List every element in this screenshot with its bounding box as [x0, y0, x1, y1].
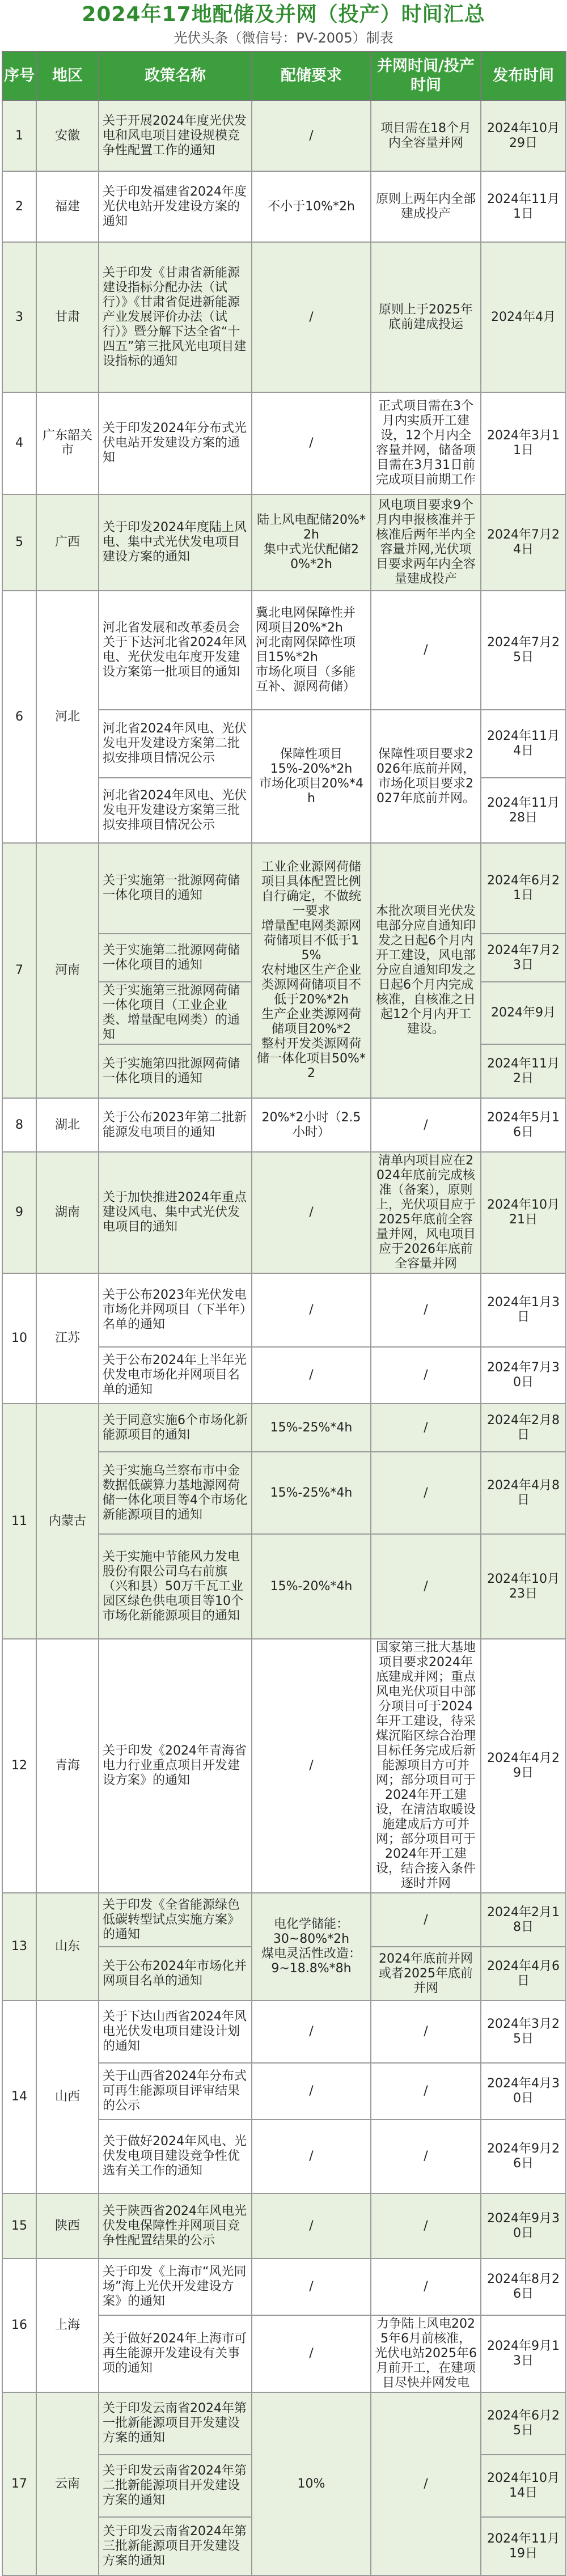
- table-cell: 关于印发云南省2024年第一批新能源项目开发建设方案的通知: [99, 2392, 252, 2455]
- table-row: [2, 100, 566, 171]
- table-cell: 15%-25%*4h: [252, 1452, 371, 1534]
- table-cell: 2024年6月25日: [481, 2392, 566, 2455]
- table-cell: 关于实施第二批源网荷储一体化项目的通知: [99, 934, 252, 982]
- table-cell: 2024年4月30日: [481, 2063, 566, 2120]
- table-cell: /: [252, 2259, 371, 2315]
- header-index: 序号: [2, 52, 36, 100]
- table-cell: 15%-25%*4h: [252, 1404, 371, 1452]
- table-cell: 关于公布2024年上半年光伏发电市场化并网项目名单的通知: [99, 1347, 252, 1404]
- table-cell: 关于印发云南省2024年第三批新能源项目开发建设方案的通知: [99, 2517, 252, 2575]
- table-cell: /: [371, 1098, 481, 1152]
- table-cell: /: [371, 2063, 481, 2120]
- table-cell: 12: [2, 1639, 36, 1893]
- table-cell: 国家第三批大基地项目要求2024年底建成并网；重点风电光伏项目中部分项目可于2024年开工建设，待采煤沉陷区综合治理目标任务完成后新能源项目方可并网；部分项目可于2024年开工建设，在清洁取暖设施建成后方可并网；部分项目可于2024年开工建设，结合接入条件逐时并网: [371, 1639, 481, 1893]
- table-row: [2, 1893, 566, 1947]
- table-cell: 关于实施第四批源网荷储一体化项目的通知: [99, 1044, 252, 1098]
- policy-table: [2, 51, 566, 2576]
- table-cell: 8: [2, 1098, 36, 1152]
- table-cell: /: [371, 1273, 481, 1347]
- table-cell: 河北省2024年风电、光伏发电开发建设方案第二批拟安排项目情况公示: [99, 710, 252, 778]
- table-cell: 陕西: [36, 2193, 99, 2259]
- table-cell: /: [371, 2120, 481, 2193]
- table-cell: /: [252, 2193, 371, 2259]
- table-cell: 2024年4月6日: [481, 1947, 566, 2001]
- table-cell: 15%-20%*4h: [252, 1534, 371, 1639]
- table-cell: 关于印发《全省能源绿色低碳转型试点实施方案》的通知: [99, 1893, 252, 1947]
- table-cell: 6: [2, 591, 36, 843]
- table-cell: 河南: [36, 843, 99, 1098]
- table-cell: 2024年7月23日: [481, 934, 566, 982]
- table-cell: 广东韶关市: [36, 392, 99, 494]
- table-cell: 2024年1月3日: [481, 1273, 566, 1347]
- table-cell: 关于做好2024年上海市可再生能源开发建设有关事项的通知: [99, 2315, 252, 2392]
- table-cell: /: [371, 1534, 481, 1639]
- table-cell: 2024年3月11日: [481, 392, 566, 494]
- table-cell: 2024年4月8日: [481, 1452, 566, 1534]
- table-cell: 4: [2, 392, 36, 494]
- table-cell: 上海: [36, 2259, 99, 2392]
- table-cell: /: [371, 1347, 481, 1404]
- table-cell: 关于实施中节能风力发电股份有限公司乌右前旗（兴和县）50万千瓦工业园区绿色供电项目等10个市场化新能源项目的通知: [99, 1534, 252, 1639]
- table-cell: 13: [2, 1893, 36, 2001]
- table-cell: 不小于10%*2h: [252, 171, 371, 242]
- table-cell: 江苏: [36, 1273, 99, 1404]
- table-cell: 关于印发2024年分布式光伏电站开发建设方案的通知: [99, 392, 252, 494]
- table-cell: 山西: [36, 2001, 99, 2193]
- table-cell: 10%: [252, 2392, 371, 2575]
- header-grid-connection-time: 并网时间/投产时间: [371, 52, 481, 100]
- table-cell: 青海: [36, 1639, 99, 1893]
- table-cell: /: [252, 1347, 371, 1404]
- table-cell: 2024年4月: [481, 242, 566, 392]
- table-cell: 关于公布2024年市场化并网项目名单的通知: [99, 1947, 252, 2001]
- header-policy-name: 政策名称: [99, 52, 252, 100]
- table-cell: 陆上风电配储20%*2h 集中式光伏配储20%*2h: [252, 494, 371, 591]
- table-cell: 关于印发2024年度陆上风电、集中式光伏发电项目建设方案的通知: [99, 494, 252, 591]
- table-cell: 工业企业源网荷储项目具体配置比例自行确定，不做统一要求 增量配电网类源网荷储项目不低于15% 农村地区生产企业类源网荷储项目不低于20%*2h 生产企业类源网荷储项目20%*2 整村开发类源网荷储一体化项目50%*2: [252, 843, 371, 1098]
- table-cell: 关于印发福建省2024年度光伏电站开发建设方案的通知: [99, 171, 252, 242]
- table-cell: 2024年7月30日: [481, 1347, 566, 1404]
- table-cell: 湖北: [36, 1098, 99, 1152]
- table-cell: 甘肃: [36, 242, 99, 392]
- table-row: [2, 2001, 566, 2063]
- table-cell: 2024年8月26日: [481, 2259, 566, 2315]
- table-row: [2, 171, 566, 242]
- table-cell: /: [252, 2120, 371, 2193]
- table-cell: 关于公布2023年光伏发电市场化并网项目（下半年）名单的通知: [99, 1273, 252, 1347]
- table-cell: 2024年10月29日: [481, 100, 566, 171]
- table-cell: 17: [2, 2392, 36, 2575]
- table-cell: /: [371, 1404, 481, 1452]
- table-row: [2, 1404, 566, 1452]
- table-cell: 山东: [36, 1893, 99, 2001]
- table-cell: 16: [2, 2259, 36, 2392]
- table-row: [2, 1152, 566, 1273]
- header-region: 地区: [36, 52, 99, 100]
- table-cell: /: [371, 2001, 481, 2063]
- table-cell: 河北省发展和改革委员会关于下达河北省2024年风电、光伏发电年度开发建设方案第一批项目的通知: [99, 591, 252, 710]
- page-subtitle: 光伏头条（微信号：PV-2005）制表: [174, 30, 393, 46]
- table-cell: 14: [2, 2001, 36, 2193]
- table-cell: /: [252, 1152, 371, 1273]
- table-cell: 2024年10月14日: [481, 2455, 566, 2517]
- table-cell: /: [252, 392, 371, 494]
- table-row: [2, 591, 566, 710]
- table-cell: 冀北电网保障性并网项目20%*2h 河北南网保障性项目15%*2h 市场化项目（多能互补、源网荷储）: [252, 591, 371, 710]
- table-cell: 2024年7月25日: [481, 591, 566, 710]
- table-cell: 河北省2024年风电、光伏发电开发建设方案第三批拟安排项目情况公示: [99, 778, 252, 843]
- table-cell: 20%*2小时（2.5小时）: [252, 1098, 371, 1152]
- table-header-row: [2, 52, 566, 100]
- table-cell: 2024年11月28日: [481, 778, 566, 843]
- table-cell: 2024年2月8日: [481, 1404, 566, 1452]
- table-cell: 湖南: [36, 1152, 99, 1273]
- table-cell: 关于加快推进2024年重点建设风电、集中式光伏发电项目的通知: [99, 1152, 252, 1273]
- table-cell: 2024年4月29日: [481, 1639, 566, 1893]
- table-cell: 关于印发《2024年青海省电力行业重点项目开发建设方案》的通知: [99, 1639, 252, 1893]
- table-row: [2, 1098, 566, 1152]
- table-cell: /: [371, 2259, 481, 2315]
- table-cell: 关于实施第一批源网荷储一体化项目的通知: [99, 843, 252, 934]
- header-release-date: 发布时间: [481, 52, 566, 100]
- table-cell: 电化学储能： 30~80%*2h 煤电灵活性改造： 9~18.8%*8h: [252, 1893, 371, 2001]
- table-row: [2, 2193, 566, 2259]
- table-cell: 关于做好2024年风电、光伏发电项目建设竞争性优选有关工作的通知: [99, 2120, 252, 2193]
- table-cell: /: [252, 2063, 371, 2120]
- table-cell: 关于开展2024年度光伏发电和风电项目建设规模竞争性配置工作的通知: [99, 100, 252, 171]
- table-cell: /: [252, 1639, 371, 1893]
- table-cell: /: [252, 2001, 371, 2063]
- table-cell: 关于同意实施6个市场化新能源项目的通知: [99, 1404, 252, 1452]
- table-cell: 关于公布2023年第二批新能源发电项目的通知: [99, 1098, 252, 1152]
- table-cell: 2024年9月13日: [481, 2315, 566, 2392]
- table-cell: 5: [2, 494, 36, 591]
- table-cell: 力争陆上风电2025年6月前核准，光伏电站2025年6月前开工，在建项目尽快并网发电: [371, 2315, 481, 2392]
- table-cell: 福建: [36, 171, 99, 242]
- page-title: 2024年17地配储及并网（投产）时间汇总: [82, 3, 485, 26]
- table-cell: 清单内项目应在2024年底前完成核准（备案），原则上，光伏项目应于2025年底前全容量并网，风电项目应于2026年底前全容量并网: [371, 1152, 481, 1273]
- table-cell: 原则上两年内全部建成投产: [371, 171, 481, 242]
- table-cell: /: [252, 2315, 371, 2392]
- table-row: [2, 392, 566, 494]
- table-cell: 广西: [36, 494, 99, 591]
- table-cell: 2024年5月16日: [481, 1098, 566, 1152]
- table-cell: 风电项目要求9个月内申报核准并于核准后两年半内全容量并网,光伏项目要求两年内全容量建成投产: [371, 494, 481, 591]
- table-cell: 本批次项目光伏发电部分应自通知印发之日起6个月内开工建设，风电部分应自通知印发之日起6个月内完成核准，自核准之日起12个月内开工建设。: [371, 843, 481, 1098]
- table-cell: 2024年11月1日: [481, 171, 566, 242]
- table-cell: 2024年9月: [481, 982, 566, 1044]
- table-cell: 2024年6月21日: [481, 843, 566, 934]
- table-cell: 11: [2, 1404, 36, 1639]
- table-cell: 关于印发《甘肃省新能源建设指标分配办法（试行）》《甘肃省促进新能源产业发展评价办法（试行）》暨分解下达全省“十四五”第三批风光电项目建设指标的通知: [99, 242, 252, 392]
- table-body: [2, 100, 566, 2575]
- table-cell: 河北: [36, 591, 99, 843]
- table-cell: 2024年9月26日: [481, 2120, 566, 2193]
- table-cell: 正式项目需在3个月内实质开工建设，12个月内全容量并网，储备项目需在3月31日前完成项目前期工作: [371, 392, 481, 494]
- table-cell: 关于实施第三批源网荷储一体化项目（工业企业类、增量配电网类）的通知: [99, 982, 252, 1044]
- header-storage-requirement: 配储要求: [252, 52, 371, 100]
- table-cell: 关于实施乌兰察布市中金数据低碳算力基地源网荷储一体化项目等4个市场化新能源项目的通知: [99, 1452, 252, 1534]
- table-cell: /: [371, 1452, 481, 1534]
- table-cell: 2024年底前并网或者2025年底前并网: [371, 1947, 481, 2001]
- table-cell: 2024年7月24日: [481, 494, 566, 591]
- table-cell: 安徽: [36, 100, 99, 171]
- table-cell: 2024年11月2日: [481, 1044, 566, 1098]
- table-cell: 1: [2, 100, 36, 171]
- table-cell: 2024年2月18日: [481, 1893, 566, 1947]
- table-cell: 云南: [36, 2392, 99, 2575]
- table-cell: 保障性项目 15%-20%*2h 市场化项目20%*4h: [252, 710, 371, 843]
- table-cell: /: [371, 2193, 481, 2259]
- table-cell: /: [371, 1893, 481, 1947]
- table-cell: 2024年10月23日: [481, 1534, 566, 1639]
- table-row: [2, 242, 566, 392]
- table-cell: 2024年11月19日: [481, 2517, 566, 2575]
- table-cell: 项目需在18个月内全容量并网: [371, 100, 481, 171]
- table-cell: 2024年11月4日: [481, 710, 566, 778]
- table-cell: 内蒙古: [36, 1404, 99, 1639]
- table-cell: /: [371, 2392, 481, 2575]
- table-row: [2, 494, 566, 591]
- table-row: [2, 1273, 566, 1347]
- table-row: [2, 2392, 566, 2455]
- table-cell: 关于印发《上海市“风光同场”海上光伏开发建设方案》的通知: [99, 2259, 252, 2315]
- table-cell: 2: [2, 171, 36, 242]
- table-cell: 2024年3月25日: [481, 2001, 566, 2063]
- table-cell: 2024年10月21日: [481, 1152, 566, 1273]
- table-row: [2, 1639, 566, 1893]
- table-cell: /: [252, 100, 371, 171]
- table-cell: 15: [2, 2193, 36, 2259]
- table-cell: 关于陕西省2024年风电光伏发电保障性并网项目竞争性配置结果的公示: [99, 2193, 252, 2259]
- table-cell: 9: [2, 1152, 36, 1273]
- table-cell: /: [371, 591, 481, 710]
- table-cell: 3: [2, 242, 36, 392]
- table-cell: 保障性项目要求2026年底前并网，市场化项目要求2027年底前并网。: [371, 710, 481, 843]
- table-row: [2, 2259, 566, 2315]
- table-cell: 关于下达山西省2024年风电光伏发电项目建设计划的通知: [99, 2001, 252, 2063]
- table-cell: 关于印发云南省2024年第二批新能源项目开发建设方案的通知: [99, 2455, 252, 2517]
- table-cell: 原则上于2025年底前建成投运: [371, 242, 481, 392]
- table-row: [2, 843, 566, 934]
- table-cell: /: [252, 242, 371, 392]
- table-cell: 7: [2, 843, 36, 1098]
- table-cell: 2024年9月30日: [481, 2193, 566, 2259]
- table-cell: /: [252, 1273, 371, 1347]
- table-cell: 10: [2, 1273, 36, 1404]
- table-cell: 关于山西省2024年分布式可再生能源项目评审结果的公示: [99, 2063, 252, 2120]
